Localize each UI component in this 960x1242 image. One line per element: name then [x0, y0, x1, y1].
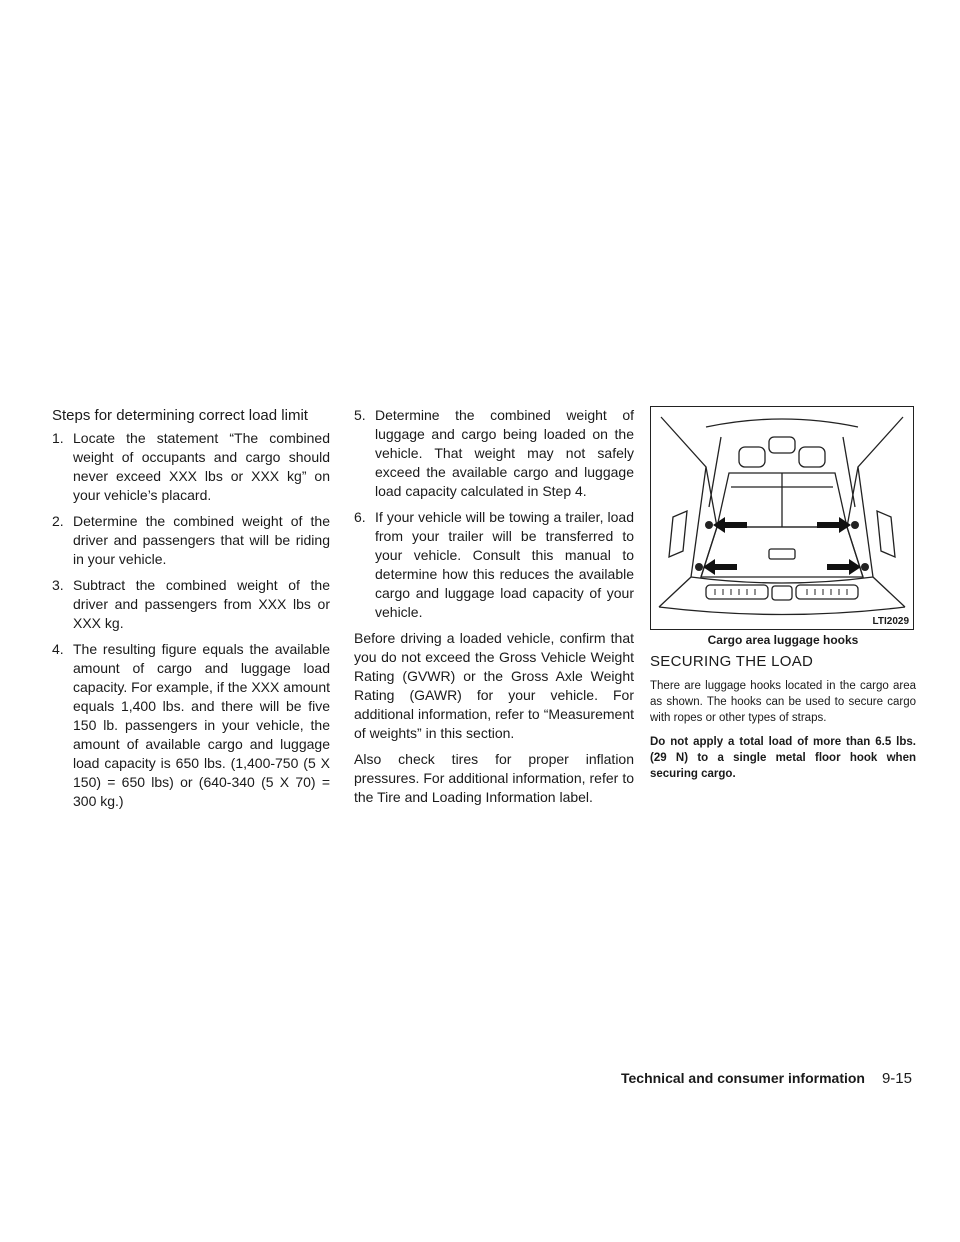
step-item: [52, 512, 330, 569]
step-item: [354, 406, 634, 501]
gvwr-paragraph: Before driving a loaded vehicle, confirm that you do not exceed the Gross Vehicle Weight Rating (GVWR) or the Gross Axle Weight Rating (GAWR) for your vehicle. For additional information, refer to “Measurement of weights” in this section.: [354, 630, 634, 741]
step-item: [354, 508, 634, 622]
step-text: Subtract the combined weight of the driver and passengers from XXX lbs or XXX kg.: [73, 577, 330, 631]
right-column: [650, 406, 916, 790]
step-number: 2.: [52, 513, 64, 529]
step-text: Locate the statement “The combined weight of occupants and cargo should never exceed XXX lbs or XXX kg” on your vehicle’s placard.: [73, 430, 330, 503]
step-text: Determine the combined weight of the driver and passengers that will be riding in your vehicle.: [73, 513, 330, 567]
step-item: [52, 576, 330, 633]
cargo-area-illustration: [650, 406, 914, 630]
step-number: 4.: [52, 641, 64, 657]
hook-load-warning: Do not apply a total load of more than 6.5 lbs. (29 N) to a single metal floor hook when securing cargo.: [650, 736, 916, 780]
middle-column: [354, 406, 634, 814]
load-limit-subheading: Steps for determining correct load limit: [52, 407, 308, 424]
figure-code: LTI2029: [872, 616, 909, 627]
cargo-area-drawing: [651, 407, 913, 629]
page-number: 9-15: [881, 1070, 912, 1087]
luggage-hooks-paragraph: There are luggage hooks located in the cargo area as shown. The hooks can be used to secure cargo with ropes or other types of straps.: [650, 680, 916, 724]
step-number: 3.: [52, 577, 64, 593]
step-item: [52, 429, 330, 505]
load-limit-steps: [52, 429, 330, 811]
load-limit-steps-continued: [354, 406, 634, 622]
section-heading: SECURING THE LOAD: [650, 653, 814, 670]
tire-inflation-paragraph: Also check tires for proper inflation pressures. For additional information, refer to the Tire and Loading Information label.: [354, 751, 634, 805]
step-number: 1.: [52, 430, 64, 446]
figure-caption: Cargo area luggage hooks: [707, 633, 859, 647]
step-number: 5.: [354, 407, 366, 423]
step-text: Determine the combined weight of luggage and cargo being loaded on the vehicle. That weight may not safely exceed the available cargo and luggage load capacity calculated in Step 4.: [375, 407, 634, 499]
step-number: 6.: [354, 509, 366, 525]
step-text: The resulting figure equals the available amount of cargo and luggage load capacity. For example, if the XXX amount equals 1,400 lbs. and there will be five 150 lb. passengers in your vehicle, the amount of available cargo and luggage load capacity is 650 lbs. (1,400-750 (5 X 150) = 650 lbs) or (640-340 (5 X 70) = 300 kg.): [73, 641, 330, 809]
left-column: [52, 406, 330, 818]
footer-section-title: Technical and consumer information: [620, 1070, 865, 1086]
step-item: [52, 640, 330, 811]
step-text: If your vehicle will be towing a trailer, load from your trailer will be transferred to your vehicle. Consult this manual to determine how this reduces the available cargo and luggage load capacity of your vehicle.: [375, 509, 634, 620]
